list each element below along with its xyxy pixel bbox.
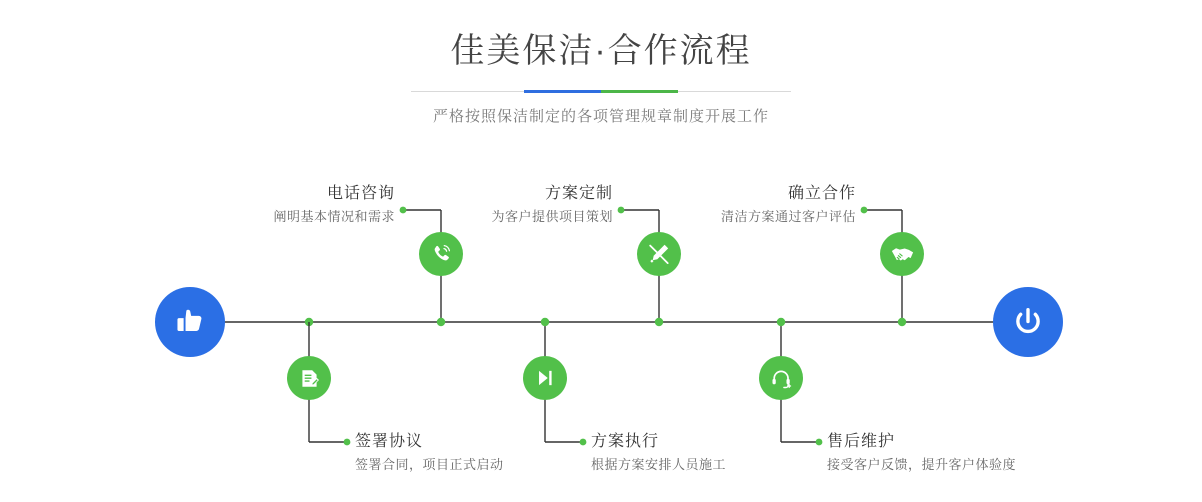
step-desc-4: 根据方案安排人员施工	[591, 457, 727, 472]
page-subtitle: 严格按照保洁制定的各项管理规章制度开展工作	[432, 108, 769, 125]
play-forward-icon	[534, 367, 556, 389]
step-node-3[interactable]	[637, 232, 681, 276]
title-divider	[411, 90, 791, 93]
step-title-2: 签署协议	[355, 433, 424, 450]
step-title-3: 方案定制	[544, 185, 613, 202]
flow-end-node[interactable]	[993, 287, 1063, 357]
step-node-4[interactable]	[523, 356, 567, 400]
step-title-1: 电话咨询	[326, 185, 395, 202]
step-node-2[interactable]	[287, 356, 331, 400]
step-title-6: 售后维护	[827, 433, 896, 450]
step-title-5: 确立合作	[787, 185, 856, 202]
step-node-1[interactable]	[419, 232, 463, 276]
step-desc-1: 阐明基本情况和需求	[273, 209, 395, 224]
power-icon	[1010, 304, 1046, 340]
process-flow-diagram	[0, 150, 1202, 502]
step-node-5[interactable]	[880, 232, 924, 276]
flow-start-node[interactable]	[155, 287, 225, 357]
step-label-6	[827, 431, 1147, 475]
step-node-6[interactable]	[759, 356, 803, 400]
page-header	[0, 28, 1202, 126]
headset-support-icon	[770, 367, 793, 390]
step-desc-6: 接受客户反馈，提升客户体验度	[827, 457, 1017, 472]
step-title-4: 方案执行	[591, 433, 660, 450]
pen-ruler-icon	[647, 242, 671, 266]
thumbs-up-icon	[173, 305, 207, 339]
step-desc-2: 签署合同，项目正式启动	[355, 457, 504, 472]
step-desc-3: 为客户提供项目策划	[491, 209, 613, 224]
step-desc-5: 清洁方案通过客户评估	[720, 209, 856, 224]
divider-accent-blue	[524, 90, 601, 93]
phone-ring-icon	[429, 242, 453, 266]
page-title: 佳美保洁·合作流程	[450, 32, 752, 70]
step-label-5	[556, 183, 856, 227]
divider-accent-green	[601, 90, 678, 93]
handshake-icon	[890, 242, 915, 267]
document-edit-icon	[298, 367, 321, 390]
